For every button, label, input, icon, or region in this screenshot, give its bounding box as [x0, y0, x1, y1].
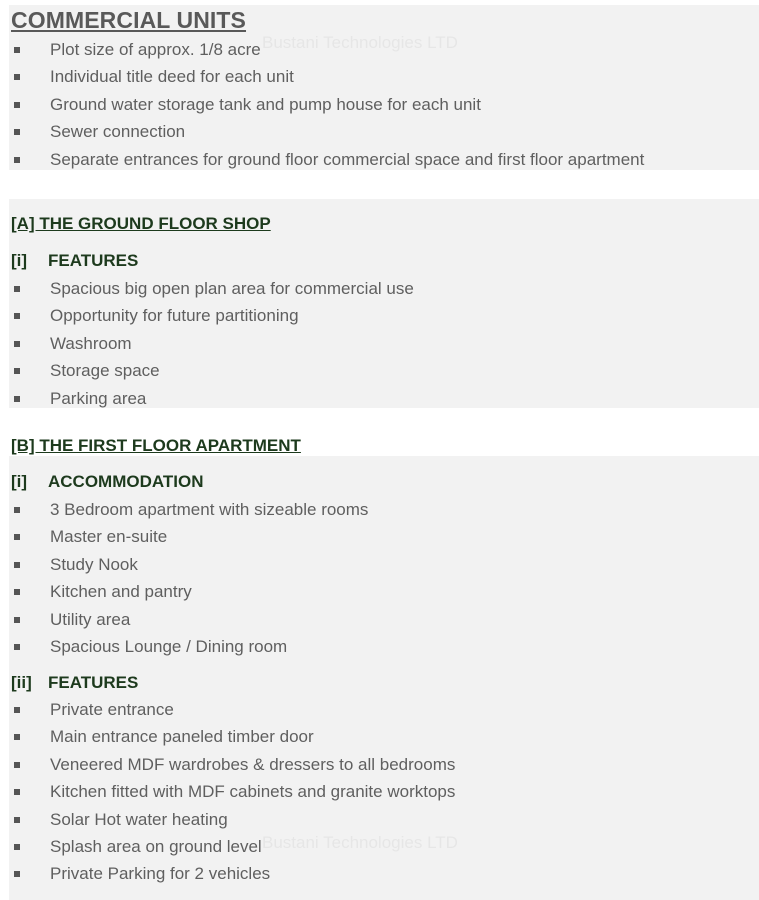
square-bullet-icon — [14, 534, 20, 540]
list-item-text: Opportunity for future partitioning — [50, 306, 299, 326]
square-bullet-icon — [14, 129, 20, 135]
square-bullet-icon — [14, 589, 20, 595]
list-item — [0, 806, 759, 833]
list-item — [0, 302, 759, 329]
list-item-text: Sewer connection — [50, 122, 186, 142]
list-item — [0, 696, 759, 723]
subheading-title: FEATURES — [48, 251, 139, 270]
watermark-text: Bustani Technologies LTD — [262, 833, 458, 852]
list-item — [0, 275, 759, 302]
square-bullet-icon — [14, 102, 20, 108]
list-item-text: Individual title deed for each unit — [50, 67, 294, 87]
list-item-text: Main entrance paneled timber door — [50, 727, 314, 747]
list-item — [0, 860, 759, 887]
list-item — [0, 357, 759, 384]
overview-list — [0, 36, 759, 173]
square-bullet-icon — [14, 734, 20, 740]
square-bullet-icon — [14, 844, 20, 850]
list-item-text: Parking area — [50, 388, 147, 408]
list-item-text: Utility area — [50, 609, 131, 629]
list-item-text: Veneered MDF wardrobes & dressers to all bedrooms — [50, 754, 456, 774]
section-a-heading: [A] THE GROUND FLOOR SHOP — [11, 214, 271, 233]
subheading-number: [ii] — [11, 673, 32, 692]
list-item — [0, 751, 759, 778]
list-item — [0, 330, 759, 357]
list-item — [0, 633, 759, 660]
square-bullet-icon — [14, 562, 20, 568]
list-item — [0, 91, 759, 118]
list-item-text: Kitchen and pantry — [50, 582, 192, 602]
square-bullet-icon — [14, 707, 20, 713]
square-bullet-icon — [14, 286, 20, 292]
square-bullet-icon — [14, 762, 20, 768]
list-item — [0, 496, 759, 523]
list-item-text: Master en-suite — [50, 527, 168, 547]
list-item-text: Solar Hot water heating — [50, 809, 228, 829]
features-list — [0, 696, 759, 888]
square-bullet-icon — [14, 817, 20, 823]
list-item-text: Storage space — [50, 361, 160, 381]
square-bullet-icon — [14, 74, 20, 80]
accommodation-list — [0, 496, 759, 660]
section-a-subheading — [11, 250, 138, 272]
list-item-text: Plot size of approx. 1/8 acre — [50, 40, 261, 59]
square-bullet-icon — [14, 341, 20, 347]
section-b-heading: [B] THE FIRST FLOOR APARTMENT — [11, 436, 301, 455]
list-item — [0, 606, 759, 633]
list-item — [0, 118, 759, 145]
list-item — [0, 578, 759, 605]
list-item-text: Private entrance — [50, 700, 174, 719]
page-title: COMMERCIAL UNITS — [11, 7, 247, 33]
square-bullet-icon — [14, 47, 20, 53]
subheading-title: FEATURES — [48, 673, 139, 692]
list-item-text: Kitchen fitted with MDF cabinets and granite worktops — [50, 782, 456, 802]
square-bullet-icon — [14, 507, 20, 513]
square-bullet-icon — [14, 396, 20, 402]
list-item — [0, 385, 759, 412]
square-bullet-icon — [14, 368, 20, 374]
list-item-text: Spacious Lounge / Dining room — [50, 636, 288, 656]
features-subheading — [11, 672, 138, 694]
list-item — [0, 723, 759, 750]
list-item-text: Ground water storage tank and pump house for each unit — [50, 94, 481, 114]
square-bullet-icon — [14, 617, 20, 623]
list-item-text: Spacious big open plan area for commercial use — [50, 279, 414, 298]
list-item-text: 3 Bedroom apartment with sizeable rooms — [50, 500, 369, 519]
list-item-text: Study Nook — [50, 554, 138, 574]
square-bullet-icon — [14, 157, 20, 163]
list-item — [0, 551, 759, 578]
list-item — [0, 36, 759, 63]
list-item-text: Washroom — [50, 333, 132, 353]
watermark-text: Bustani Technologies LTD — [262, 33, 458, 52]
list-item — [0, 146, 759, 173]
square-bullet-icon — [14, 644, 20, 650]
section-a-list — [0, 275, 759, 412]
list-item — [0, 523, 759, 550]
square-bullet-icon — [14, 871, 20, 877]
subheading-title: ACCOMMODATION — [48, 472, 204, 491]
list-item — [0, 833, 759, 860]
list-item-text: Splash area on ground level — [50, 836, 262, 856]
list-item — [0, 778, 759, 805]
list-item-text: Private Parking for 2 vehicles — [50, 864, 271, 884]
subheading-number: [i] — [11, 251, 28, 270]
accommodation-subheading — [11, 471, 204, 493]
list-item-text: Separate entrances for ground floor commercial space and first floor apartment — [50, 149, 645, 169]
list-item — [0, 63, 759, 90]
subheading-number: [i] — [11, 472, 28, 491]
square-bullet-icon — [14, 313, 20, 319]
square-bullet-icon — [14, 789, 20, 795]
